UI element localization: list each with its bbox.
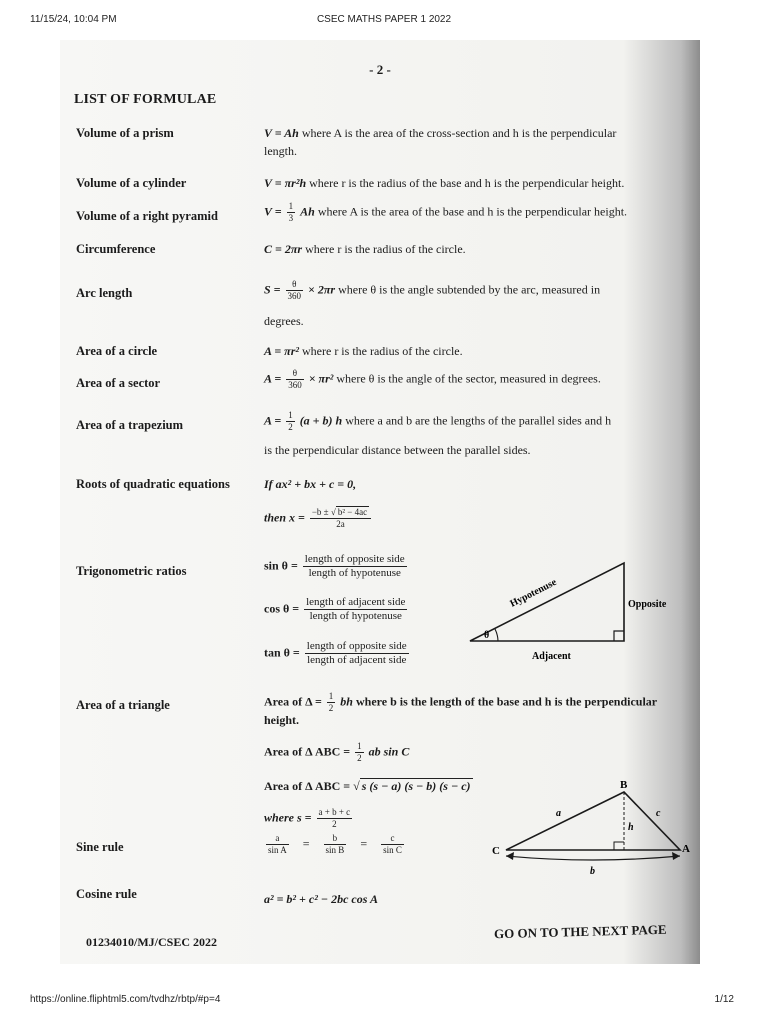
pyramid-lhs: V = [264, 204, 282, 219]
side-b-label: b [590, 866, 595, 877]
formula-area-trapezium [264, 411, 611, 432]
cos-num: length of adjacent side [306, 596, 406, 608]
sine-rule-d3: sin C [383, 845, 402, 855]
vertex-a-label: A [682, 843, 690, 855]
formula-circumference [264, 242, 466, 257]
vertex-c-label: C [492, 845, 500, 857]
where-fraction [317, 808, 353, 829]
opposite-label: Opposite [628, 599, 667, 610]
side-c-label: c [656, 808, 661, 819]
scanned-page [60, 40, 700, 964]
triangle-abc-diagram [486, 776, 696, 880]
sin-lhs: sin θ = [264, 558, 298, 573]
label-volume-prism: Volume of a prism [76, 126, 174, 140]
arc-frac-den: 360 [287, 291, 302, 301]
pyramid-frac-den: 3 [288, 213, 294, 223]
formula-area-sector [264, 369, 601, 390]
label-area-circle: Area of a circle [76, 344, 158, 358]
abc-frac-num: 1 [357, 741, 362, 751]
arc-fraction [286, 280, 304, 301]
label-cosine-rule: Cosine rule [76, 887, 137, 901]
sector-frac-den: 360 [288, 380, 302, 390]
triangle-frac-num: 1 [328, 691, 334, 701]
quadratic-denominator: 2a [336, 519, 345, 529]
tan-den: length of adjacent side [307, 654, 407, 666]
prism-desc-1: where A is the area of the cross-section and h is the perpendicular [301, 126, 617, 140]
formula-cosine-rule [264, 892, 378, 907]
section-title: LIST OF FORMULAE [74, 92, 217, 107]
height-label: h [628, 822, 634, 833]
formula-volume-pyramid [264, 202, 627, 223]
sector-tail: × πr² [308, 371, 334, 386]
trapezium-frac-den: 2 [288, 422, 293, 432]
pyramid-tail: Ah [300, 204, 315, 219]
formula-area-abc [264, 742, 409, 763]
base-arrow [506, 856, 680, 860]
arc-tail: × 2πr [308, 282, 336, 297]
arc-lhs: S = [264, 282, 281, 297]
sin-num: length of opposite side [304, 553, 405, 565]
right-triangle [470, 563, 624, 641]
trapezium-desc-1: where a and b are the lengths of the parallel sides and h [345, 413, 612, 428]
vertex-b-label: B [620, 779, 628, 791]
circle-area-formula: A = πr² [264, 344, 299, 358]
arrow-head-left [506, 852, 514, 860]
tan-num: length of opposite side [306, 640, 407, 652]
formula-cos [264, 597, 409, 622]
heron-sqrt: s (s − a) (s − b) (s − c) [361, 779, 471, 793]
pyramid-desc: where A is the area of the base and h is the perpendicular height. [317, 204, 628, 219]
quadratic-numerator: −b ± √ b² − 4ac [310, 508, 371, 519]
label-area-triangle: Area of a triangle [76, 698, 170, 712]
quadratic-num-lead: −b ± [311, 507, 329, 517]
sin-den: length of hypotenuse [308, 567, 401, 579]
quadratic-line1: If ax² + bx + c = 0, [264, 477, 357, 491]
print-url: https://online.fliphtml5.com/tvdhz/rbtp/#p=4 [30, 994, 221, 1005]
quadratic-fraction [310, 508, 371, 529]
pyramid-fraction [287, 202, 296, 223]
side-a-label: a [556, 808, 561, 819]
sector-frac-num: θ [286, 369, 304, 380]
trapezium-lhs: A = [264, 413, 282, 428]
formula-heron: Area of Δ ABC = √ s (s − a) (s − b) (s − c) [264, 779, 471, 793]
right-angle-marker [614, 631, 624, 641]
sine-rule-n2: b [324, 834, 347, 845]
label-arc-length: Arc length [76, 286, 133, 300]
print-datetime: 11/15/24, 10:04 PM [30, 14, 117, 25]
abc-tail: ab sin C [368, 744, 410, 759]
label-circumference: Circumference [76, 242, 156, 256]
sine-rule-d2: sin B [325, 845, 345, 855]
trapezium-tail: (a + b) h [299, 413, 343, 428]
sine-rule-n1: a [266, 834, 289, 845]
print-footer [0, 994, 768, 1014]
circle-area-desc: where r is the radius of the circle. [302, 344, 463, 358]
arc-desc-1: where θ is the angle subtended by the arc, measured in [338, 282, 601, 297]
cos-fraction [304, 597, 407, 622]
trapezium-frac-num: 1 [288, 410, 293, 420]
print-page-count: 1/12 [714, 994, 734, 1005]
arc-frac-num: θ [286, 280, 304, 291]
height-right-angle [614, 842, 624, 850]
arrow-head-right [672, 852, 680, 860]
label-area-trapezium: Area of a trapezium [76, 418, 184, 432]
abc-lhs: Area of Δ ABC = [264, 744, 351, 759]
formula-sin [264, 554, 409, 579]
triangle-tail: bh [340, 694, 353, 709]
sector-lhs: A = [264, 371, 282, 386]
sine-rule-n3: c [381, 834, 404, 845]
formula-area-circle [264, 344, 463, 359]
label-trig-ratios: Trigonometric ratios [76, 564, 187, 578]
triangle-desc-1: where b is the length of the base and h is the perpendicular [355, 694, 658, 709]
cos-lhs: cos θ = [264, 601, 300, 616]
where-num: a + b + c [318, 807, 351, 817]
triangle-frac-den: 2 [328, 703, 334, 713]
circumference-formula: C = 2πr [264, 242, 303, 256]
sine-rule-eq-1: = [302, 836, 310, 851]
trapezium-desc-2: is the perpendicular distance between the parallel sides. [264, 443, 531, 457]
formula-area-triangle [264, 692, 657, 713]
prism-formula: V = Ah [264, 126, 299, 140]
sine-rule-frac-a [266, 834, 289, 855]
where-lhs: where s = [264, 810, 312, 825]
cylinder-desc: where r is the radius of the base and h is the perpendicular height. [309, 176, 625, 190]
triangle-desc-2-text: height. [264, 713, 300, 727]
triangle-desc-2 [264, 713, 299, 728]
formula-volume-prism [264, 126, 616, 141]
go-on-next-page: GO ON TO THE NEXT PAGE [493, 921, 667, 942]
sine-rule-frac-b [324, 834, 347, 855]
sine-rule-frac-c [381, 834, 404, 855]
sector-fraction [286, 369, 304, 390]
sine-rule-d1: sin A [268, 845, 287, 855]
angle-arc [495, 629, 498, 641]
prism-desc-2: length. [264, 144, 297, 158]
abc-fraction [355, 742, 364, 763]
print-header [0, 14, 768, 34]
arc-desc-2: degrees. [264, 314, 304, 328]
hypotenuse-label: Hypotenuse [508, 576, 559, 610]
cosine-rule-formula: a² = b² + c² − 2bc cos A [264, 892, 378, 906]
formula-volume-cylinder [264, 176, 624, 191]
label-volume-cylinder: Volume of a cylinder [76, 176, 187, 190]
cylinder-formula: V = πr²h [264, 176, 307, 190]
label-volume-pyramid: Volume of a right pyramid [76, 209, 218, 223]
label-area-sector: Area of a sector [76, 376, 161, 390]
sector-desc: where θ is the angle of the sector, measured in degrees. [336, 371, 601, 386]
paper-code: 01234010/MJ/CSEC 2022 [86, 935, 218, 949]
print-title: CSEC MATHS PAPER 1 2022 [316, 14, 452, 25]
label-sine-rule: Sine rule [76, 840, 124, 854]
abc-frac-den: 2 [357, 753, 362, 763]
quadratic-then: then x = [264, 510, 305, 525]
quadratic-condition [264, 477, 356, 492]
tan-fraction [305, 641, 409, 666]
label-quadratic: Roots of quadratic equations [76, 477, 230, 491]
formula-tan [264, 641, 411, 666]
sin-fraction [303, 554, 407, 579]
where-den: 2 [332, 819, 337, 829]
formula-semi-perimeter [264, 808, 354, 829]
formula-quadratic [264, 508, 373, 529]
page-number: - 2 - [369, 62, 391, 77]
triangle-fraction [327, 692, 336, 713]
tan-lhs: tan θ = [264, 645, 300, 660]
quadratic-num-sqrt: b² − 4ac [337, 507, 368, 517]
formula-arc-length [264, 280, 600, 301]
triangle-lhs: Area of Δ = [264, 694, 322, 709]
heron-lhs: Area of Δ ABC = [264, 779, 351, 793]
formula-sine-rule [264, 834, 406, 855]
trapezium-fraction [286, 411, 295, 432]
circumference-desc: where r is the radius of the circle. [305, 242, 466, 256]
pyramid-frac-num: 1 [288, 201, 294, 211]
adjacent-label: Adjacent [532, 651, 571, 662]
triangle-abc [506, 792, 680, 850]
sine-rule-eq-2: = [360, 836, 368, 851]
angle-theta-label: θ [484, 630, 490, 641]
cos-den: length of hypotenuse [309, 610, 402, 622]
right-triangle-diagram [452, 555, 692, 665]
